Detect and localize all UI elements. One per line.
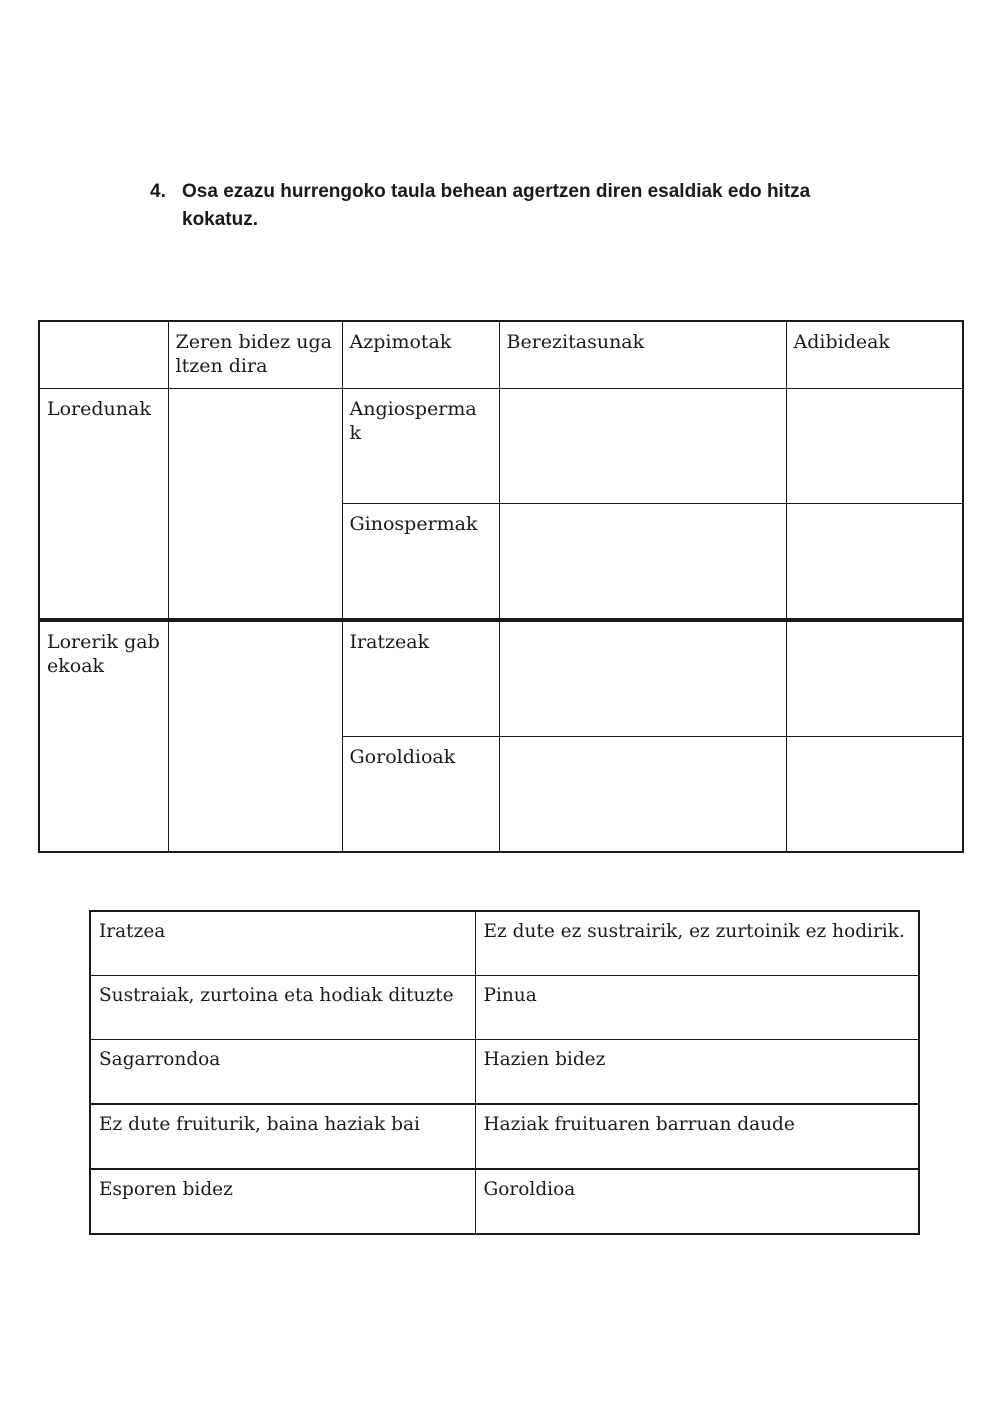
word-bank-item[interactable]: Sagarrondoa — [90, 1040, 475, 1105]
instruction-number: 4. — [150, 181, 166, 202]
word-bank-item[interactable]: Sustraiak, zurtoina eta hodiak dituzte — [90, 976, 475, 1040]
answer-cell-reproduction[interactable] — [168, 620, 342, 852]
word-bank-item[interactable]: Hazien bidez — [475, 1040, 919, 1105]
word-bank-item[interactable]: Iratzea — [90, 911, 475, 976]
answer-cell-features[interactable] — [499, 620, 786, 737]
subtype-cell: Goroldioak — [342, 737, 499, 853]
instruction — [150, 178, 870, 234]
answer-cell-examples[interactable] — [786, 504, 963, 621]
subtype-cell: Ginospermak — [342, 504, 499, 621]
table-header-row — [39, 321, 963, 389]
header-cell-features: Berezitasunak — [499, 321, 786, 389]
answer-cell-features[interactable] — [499, 737, 786, 853]
word-bank-table — [89, 910, 920, 1235]
word-bank-row — [90, 976, 919, 1040]
word-bank-row — [90, 1169, 919, 1234]
word-bank-item[interactable]: Goroldioa — [475, 1169, 919, 1234]
answer-cell-examples[interactable] — [786, 737, 963, 853]
subtype-cell: Angiosperma k — [342, 389, 499, 504]
group-name-cell: Loredunak — [39, 389, 168, 621]
answer-cell-reproduction[interactable] — [168, 389, 342, 621]
word-bank-item[interactable]: Ez dute fruiturik, baina haziak bai — [90, 1104, 475, 1169]
answer-cell-features[interactable] — [499, 504, 786, 621]
word-bank-row — [90, 911, 919, 976]
table-row — [39, 620, 963, 737]
classification-table — [38, 320, 964, 853]
group-name-cell: Lorerik gabekoak — [39, 620, 168, 852]
header-cell-subtypes: Azpimotak — [342, 321, 499, 389]
word-bank-item[interactable]: Esporen bidez — [90, 1169, 475, 1234]
word-bank-item[interactable]: Ez dute ez sustrairik, ez zurtoinik ez hodirik. — [475, 911, 919, 976]
instruction-text: Osa ezazu hurrengoko taula behean agertzen diren esaldiak edo hitza kokatuz. — [182, 181, 811, 230]
word-bank-item[interactable]: Pinua — [475, 976, 919, 1040]
header-cell-reproduction: Zeren bidez ugaltzen dira — [168, 321, 342, 389]
answer-cell-features[interactable] — [499, 389, 786, 504]
word-bank-item[interactable]: Haziak fruituaren barruan daude — [475, 1104, 919, 1169]
word-bank-row — [90, 1104, 919, 1169]
table-row — [39, 389, 963, 504]
header-cell-examples: Adibideak — [786, 321, 963, 389]
word-bank-row — [90, 1040, 919, 1105]
answer-cell-examples[interactable] — [786, 389, 963, 504]
answer-cell-examples[interactable] — [786, 620, 963, 737]
subtype-cell: Iratzeak — [342, 620, 499, 737]
header-cell-empty — [39, 321, 168, 389]
